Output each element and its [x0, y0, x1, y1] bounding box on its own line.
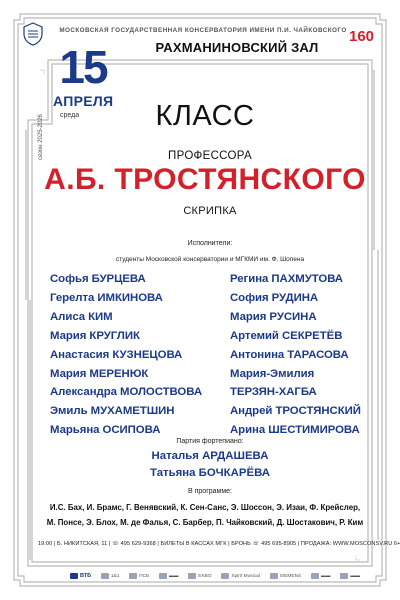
sponsor-logo-icon [270, 573, 278, 579]
performers-left-column [50, 270, 220, 440]
program-label: В программе: [188, 488, 232, 495]
sponsor-logo: SIEMENS [270, 573, 302, 579]
class-heading: КЛАСС [155, 100, 255, 132]
performer-name: Мария-Эмилия [230, 367, 315, 380]
sponsor-logo-icon [101, 573, 109, 579]
pianists-list [120, 448, 300, 482]
sponsor-logo-icon [340, 573, 348, 579]
sponsor-logo: ▬▬ [311, 573, 331, 579]
performer-name: ТЕРЗЯН-ХАГБА [230, 386, 317, 399]
sponsor-logo: ВТБ [70, 573, 91, 579]
performer-name: Анастасия КУЗНЕЦОВА [50, 348, 183, 361]
performer-name: Марьяна ОСИПОВА [50, 424, 161, 437]
performer-name: Софья БУРЦЕВА [50, 273, 146, 285]
conservatory-name: МОСКОВСКАЯ ГОСУДАРСТВЕННАЯ КОНСЕРВАТОРИЯ ИМЕНИ П.И. ЧАЙКОВСКОГО [59, 27, 347, 34]
instrument-label: СКРИПКА [183, 205, 237, 217]
program-composers [40, 500, 370, 530]
performers-right-column [230, 270, 380, 440]
piano-label: Партия фортепиано: [176, 438, 244, 445]
sponsor-logo: EKBO [188, 573, 211, 579]
ticket-info: 19:00 | Б. НИКИТСКАЯ, 11 | ☏ 495 629-9368 | БИЛЕТЫ В КАССАХ МГК | БРОНЬ ☏ 495 695-8905 | ПРОДАЖА: WWW.MOSCONSV.RU 6+ [38, 541, 400, 547]
program-line: И.С. Бах, И. Брамс, Г. Венявский, К. Сен-Санс, Э. Шоссон, Э. Изаи, Ф. Крейслер, [49, 503, 361, 512]
performer-name: Алиса КИМ [50, 310, 113, 323]
performer-name: Мария РУСИНА [230, 310, 317, 323]
sponsor-logo-icon [311, 573, 319, 579]
performer-name: Эмиль МУХАМЕТШИН [50, 405, 175, 418]
program-line: М. Понсе, Э. Блох, М. де Фалья, С. Барбер, П. Чайковский, Д. Шостакович, Р. Ким [46, 518, 364, 527]
performers-label: Исполнители: [187, 240, 233, 247]
performer-name: Регина ПАХМУТОВА [230, 273, 343, 285]
sponsors-row [70, 570, 360, 582]
season-label: сезон 2025-2026 [38, 114, 44, 160]
performer-name: Мария КРУГЛИК [50, 329, 140, 342]
anniversary-number: 160 [349, 28, 375, 44]
sponsor-logo-icon [129, 573, 137, 579]
sponsor-logo-icon [221, 573, 229, 579]
performer-name: Александра МОЛОСТВОВА [50, 386, 203, 399]
vtb-logo-icon [70, 573, 78, 579]
hall-name: РАХМАНИНОВСКИЙ ЗАЛ [155, 40, 319, 55]
sponsor-logo: ▬▬ [340, 573, 360, 579]
conservatory-emblem-icon [22, 22, 44, 46]
performer-name: София РУДИНА [230, 291, 319, 304]
performer-name: Антонина ТАРАСОВА [230, 348, 349, 361]
professor-label: ПРОФЕССОРА [168, 150, 252, 162]
performer-name: Герелта ИМКИНОВА [50, 291, 163, 304]
performer-name: Артемий СЕКРЕТЁВ [230, 329, 343, 342]
sponsor-logo-icon [188, 573, 196, 579]
performer-name: Мария МЕРЕНЮК [50, 367, 149, 380]
date-weekday: среда [60, 112, 80, 119]
sponsor-logo: Spirit Musical [221, 573, 260, 579]
performer-name: Андрей ТРОСТЯНСКИЙ [230, 405, 361, 418]
pianist-name: Наталья АРДАШЕВА [151, 450, 269, 462]
date-day: 15 [59, 41, 107, 93]
sponsor-logo: ▬▬ [159, 573, 179, 579]
date-month: АПРЕЛЯ [53, 93, 114, 109]
performers-note: студенты Московской консерватории и МГКМИ им. Ф. Шопена [115, 256, 305, 263]
sponsor-logo-icon [159, 573, 167, 579]
sponsor-logo: ПСБ [129, 573, 149, 579]
professor-name: А.Б. ТРОСТЯНСКОГО [44, 163, 366, 196]
sponsor-logo: 1&1 [101, 573, 120, 579]
pianist-name: Татьяна БОЧКАРЁВА [150, 467, 270, 479]
performer-name: Арина ШЕСТИМИРОВА [230, 424, 360, 437]
